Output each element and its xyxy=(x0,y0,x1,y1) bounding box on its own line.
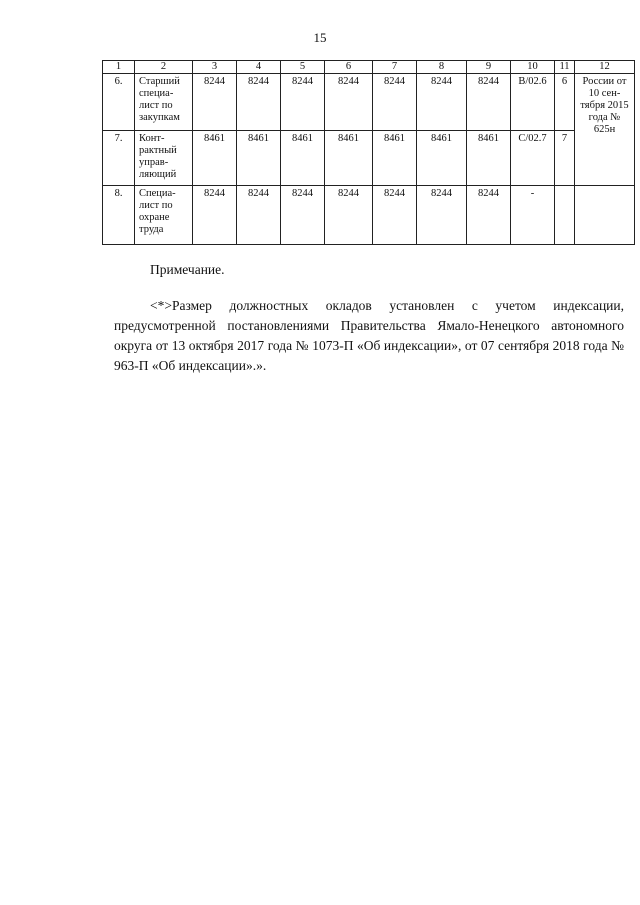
qualification-level: 7 xyxy=(555,131,575,186)
salary-cell: 8244 xyxy=(417,74,467,131)
table-row xyxy=(103,131,635,186)
qualification-level xyxy=(555,186,575,245)
function-code: С/02.7 xyxy=(511,131,555,186)
salary-cell: 8244 xyxy=(325,74,373,131)
salary-cell: 8244 xyxy=(467,74,511,131)
header-cell: 5 xyxy=(281,61,325,74)
header-cell: 6 xyxy=(325,61,373,74)
salary-cell: 8244 xyxy=(237,74,281,131)
row-number: 8. xyxy=(103,186,135,245)
note-text: <*>Размер должностных окладов установлен с учетом индексации, предусмотренной постановлениями Правительства Ямало-Ненецкого автономного округа от 13 октября 2017 года № 1073-П «Об индексации», от 07 сентября 2018 года № 963-П «Об индексации».». xyxy=(114,298,624,373)
salary-cell: 8461 xyxy=(467,131,511,186)
function-code: В/02.6 xyxy=(511,74,555,131)
header-cell: 12 xyxy=(575,61,635,74)
note-label: Примечание. xyxy=(150,262,225,277)
salary-cell: 8461 xyxy=(193,131,237,186)
position-name: Конт-рактный управ-ляющий xyxy=(135,131,193,186)
row-number: 7. xyxy=(103,131,135,186)
salary-cell: 8244 xyxy=(237,186,281,245)
header-cell: 8 xyxy=(417,61,467,74)
header-cell: 7 xyxy=(373,61,417,74)
header-cell: 11 xyxy=(555,61,575,74)
salary-cell: 8461 xyxy=(281,131,325,186)
salary-cell: 8244 xyxy=(193,186,237,245)
qualification-level: 6 xyxy=(555,74,575,131)
header-cell: 1 xyxy=(103,61,135,74)
salary-cell: 8244 xyxy=(373,74,417,131)
table-header-row xyxy=(103,61,635,74)
salary-cell: 8244 xyxy=(417,186,467,245)
function-code: - xyxy=(511,186,555,245)
standard-reference: России от 10 сен-тября 2015 года № 625н xyxy=(575,74,635,186)
header-cell: 10 xyxy=(511,61,555,74)
header-cell: 3 xyxy=(193,61,237,74)
table-row xyxy=(103,186,635,245)
header-cell: 2 xyxy=(135,61,193,74)
table-row xyxy=(103,74,635,131)
standard-reference-empty xyxy=(575,186,635,245)
position-name: Старший специа-лист по закупкам xyxy=(135,74,193,131)
salary-table xyxy=(102,60,635,245)
page-number: 15 xyxy=(313,30,327,45)
position-name: Специа-лист по охране труда xyxy=(135,186,193,245)
salary-cell: 8244 xyxy=(281,186,325,245)
row-number: 6. xyxy=(103,74,135,131)
salary-cell: 8461 xyxy=(325,131,373,186)
salary-cell: 8244 xyxy=(193,74,237,131)
salary-cell: 8461 xyxy=(373,131,417,186)
salary-cell: 8461 xyxy=(417,131,467,186)
header-cell: 4 xyxy=(237,61,281,74)
salary-cell: 8244 xyxy=(281,74,325,131)
salary-cell: 8244 xyxy=(373,186,417,245)
header-cell: 9 xyxy=(467,61,511,74)
salary-cell: 8244 xyxy=(467,186,511,245)
salary-cell: 8461 xyxy=(237,131,281,186)
salary-cell: 8244 xyxy=(325,186,373,245)
